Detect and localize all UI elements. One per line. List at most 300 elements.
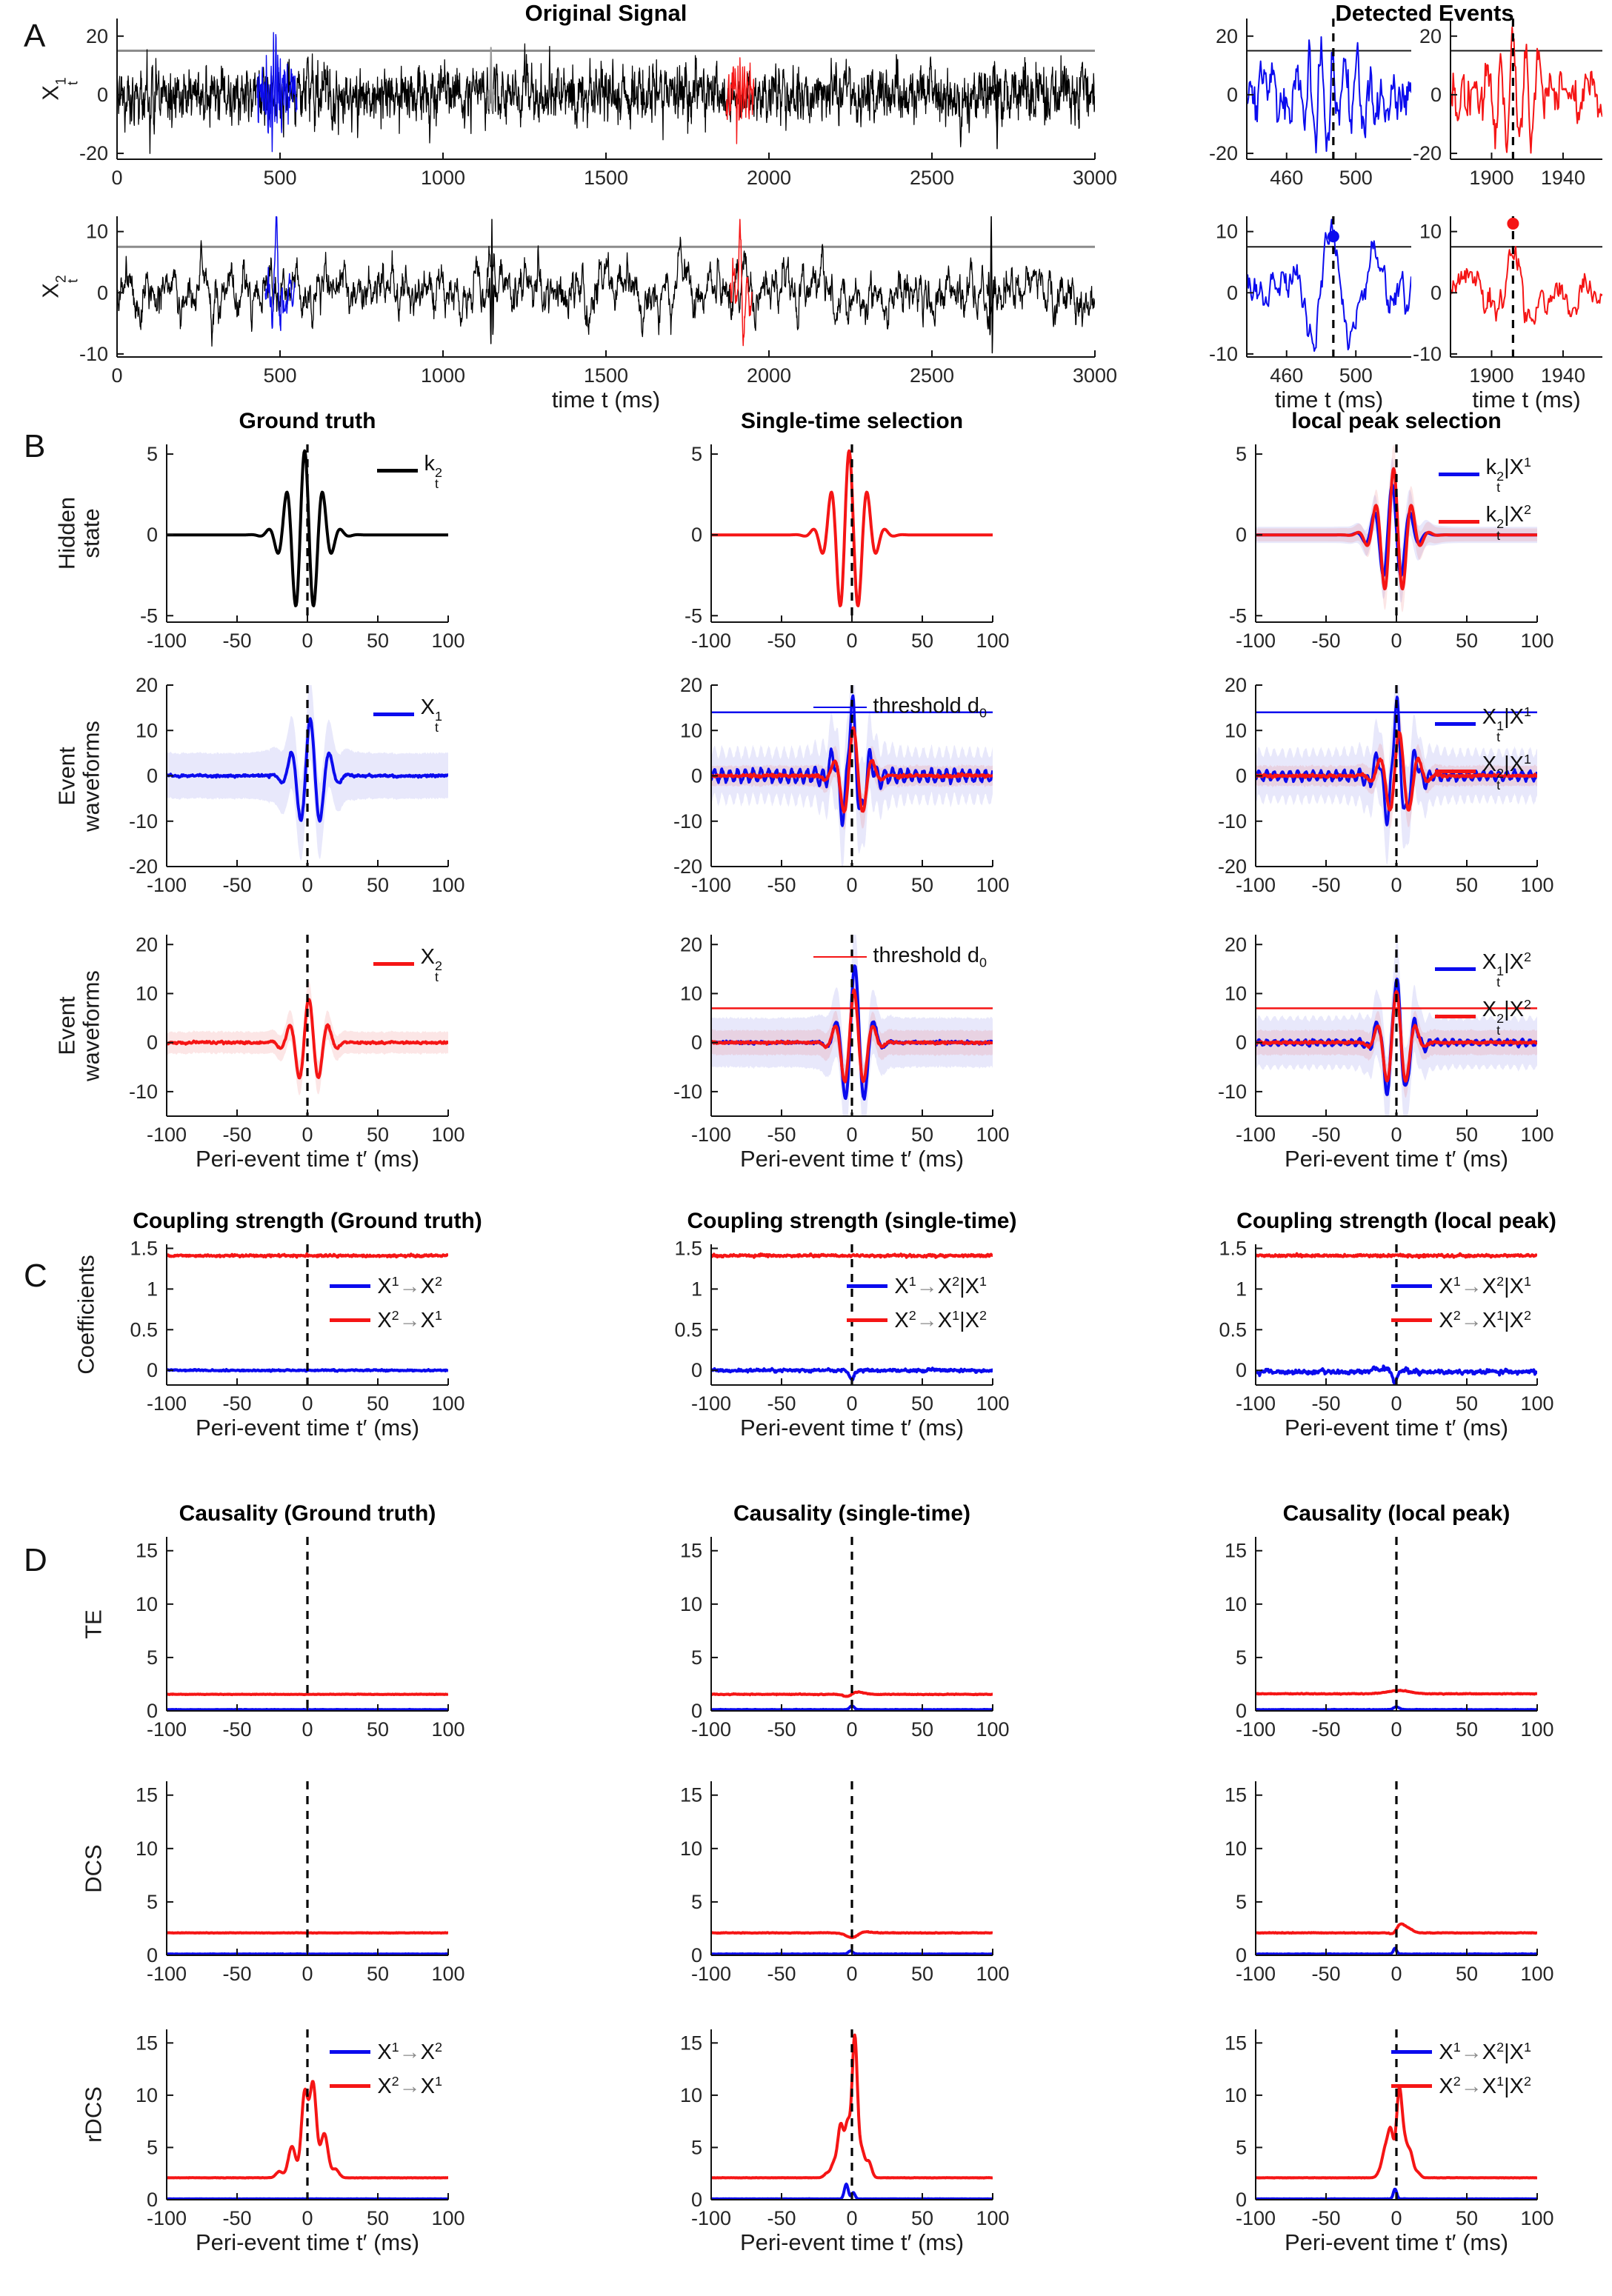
x-tick-label: 0 [846, 2207, 858, 2229]
y-tick-label: 10 [679, 719, 702, 742]
x-tick-label: 1940 [1540, 364, 1585, 387]
x-tick-label: 50 [366, 1392, 390, 1415]
legend [377, 452, 443, 490]
x-tick-label: -100 [146, 1124, 187, 1146]
y-tick-label: 1 [690, 1278, 702, 1301]
x-tick-label: 0 [111, 167, 123, 189]
x-tick-label: 100 [1520, 1124, 1554, 1146]
x-tick-label: -50 [222, 874, 252, 896]
y-axis-label: Event waveforms [53, 970, 104, 1081]
x-tick-label: 0 [1390, 1963, 1402, 1985]
x-tick-label: 50 [910, 2207, 934, 2229]
legend-entry [373, 945, 442, 984]
y-tick-label: 0.5 [1219, 1318, 1247, 1341]
x-tick-label: -50 [222, 2207, 252, 2229]
x-tick-label: 100 [431, 1124, 465, 1146]
x-tick-label: -50 [767, 630, 796, 652]
y-tick-label: 0 [690, 2189, 702, 2211]
y-tick-label: 0 [1430, 281, 1442, 304]
y-tick-label: -10 [1208, 342, 1238, 365]
series-line-1 [488, 219, 496, 344]
x-tick-label: 0 [846, 630, 858, 652]
legend-label: threshold $d_0$ [873, 944, 987, 970]
y-axis-label: DCS [80, 1843, 107, 1893]
y-tick-label: 1 [1235, 1278, 1247, 1301]
legend-label: X 2 t $|X^1$ [1482, 752, 1531, 792]
x-tick-label: 100 [1520, 630, 1554, 652]
x-tick-label: -100 [1235, 874, 1276, 896]
y-tick-label: 0 [146, 1359, 158, 1382]
x-tick-label: 50 [366, 874, 390, 896]
subplot-b23 [1217, 674, 1554, 896]
x-tick-label: -50 [1311, 1963, 1341, 1985]
subplot-b22 [673, 674, 1010, 896]
legend-label: k 2 t [424, 452, 442, 492]
legend [330, 1274, 442, 1333]
subplot-a-sig1 [37, 19, 1118, 189]
x-tick-label: 50 [910, 1718, 934, 1741]
y-tick-label: 15 [135, 2032, 158, 2055]
x-tick-label: 2000 [746, 364, 792, 387]
legend-label: X 2 t $|X^2$ [1482, 997, 1531, 1038]
subplot-title: Single-time selection [740, 409, 964, 433]
legend-entry [330, 1274, 442, 1299]
y-tick-label: 20 [1224, 933, 1247, 956]
plot-area-d11 [135, 1537, 465, 1741]
x-tick-label: 3000 [1072, 364, 1118, 387]
x-tick-label: 0 [846, 1124, 858, 1146]
series-line-4 [726, 58, 754, 144]
legend-label: $X^1\to X^2|X^1$ [1439, 1274, 1531, 1298]
x-tick-label: -100 [146, 874, 187, 896]
legend-entry [813, 944, 987, 970]
x-tick-label: 500 [1339, 167, 1373, 189]
x-tick-label: -100 [1235, 630, 1276, 652]
plot-area-d23 [1224, 1781, 1554, 1985]
x-tick-label: -50 [1311, 1718, 1341, 1741]
x-tick-label: 50 [1455, 874, 1479, 896]
x-tick-label: -100 [690, 1392, 732, 1415]
x-tick-label: -50 [222, 1963, 252, 1985]
legend-line-sample [813, 707, 867, 709]
subplot-c3 [1219, 1209, 1556, 1441]
legend [373, 695, 442, 734]
y-tick-label: 0 [1235, 1944, 1247, 1966]
x-tick-label: 0 [1390, 1392, 1402, 1415]
x-tick-label: -50 [1311, 1124, 1341, 1146]
y-tick-label: 0 [146, 764, 158, 787]
x-tick-label: 500 [263, 167, 297, 189]
y-tick-label: 5 [1235, 2136, 1247, 2159]
x-axis-label: Peri-event time t′ (ms) [739, 1146, 965, 1172]
y-tick-label: 0 [1226, 281, 1238, 304]
x-tick-label: -50 [1311, 874, 1341, 896]
x-tick-label: -50 [1311, 2207, 1341, 2229]
y-tick-label: -20 [128, 855, 158, 878]
x-tick-label: 500 [263, 364, 297, 387]
legend-entry [1435, 704, 1531, 743]
y-tick-label: 5 [1235, 1890, 1247, 1913]
y-tick-label: 10 [135, 1592, 158, 1615]
y-tick-label: 0 [690, 1359, 702, 1382]
x-tick-label: 1500 [583, 167, 629, 189]
legend-line-sample [1391, 2050, 1432, 2054]
y-tick-label: 5 [146, 443, 158, 466]
y-tick-label: 0 [1226, 83, 1238, 106]
legend [813, 944, 987, 970]
x-tick-label: -50 [767, 1392, 796, 1415]
y-tick-label: -10 [128, 810, 158, 832]
legend-label: $X^2\to X^1|X^2$ [894, 1307, 987, 1332]
legend-line-sample [373, 962, 414, 966]
legend-line-sample [1439, 473, 1479, 476]
plot-area-d32 [679, 2029, 1010, 2229]
x-tick-label: 0 [1390, 1718, 1402, 1741]
y-tick-label: 5 [690, 1646, 702, 1669]
legend-line-sample [330, 1318, 370, 1322]
x-tick-label: 500 [1339, 364, 1373, 387]
y-tick-label: 10 [679, 982, 702, 1005]
plot-area-d12 [679, 1537, 1010, 1741]
subplot-d11 [80, 1501, 465, 1741]
x-tick-label: 460 [1270, 167, 1304, 189]
x-axis-label: Peri-event time t′ (ms) [195, 1415, 420, 1441]
y-tick-label: 20 [1215, 24, 1238, 47]
y-tick-label: 10 [135, 982, 158, 1005]
y-tick-label: 15 [1224, 1783, 1247, 1806]
x-tick-label: 50 [910, 1124, 934, 1146]
plot-area-a-ev-11 [1208, 19, 1411, 189]
y-axis-label: rDCS [80, 2086, 107, 2143]
x-tick-label: -50 [222, 630, 252, 652]
y-axis-label: X 2 t [37, 275, 81, 298]
x-axis-label: Peri-event time t′ (ms) [1284, 1415, 1509, 1441]
x-axis-label: time t (ms) [1274, 387, 1384, 413]
legend-entry [1435, 997, 1531, 1038]
y-tick-label: 10 [135, 719, 158, 742]
series-line-2 [987, 215, 996, 353]
legend [373, 945, 442, 984]
legend [847, 1274, 987, 1333]
x-axis-label: time t (ms) [1472, 387, 1581, 413]
x-tick-label: -100 [1235, 1963, 1276, 1985]
x-tick-label: 50 [1455, 1392, 1479, 1415]
y-tick-label: 20 [679, 933, 702, 956]
y-tick-label: 20 [1419, 24, 1442, 47]
y-tick-label: 0.5 [674, 1318, 702, 1341]
x-tick-label: 0 [846, 1392, 858, 1415]
legend-line-sample [1439, 520, 1479, 524]
legend-line-sample [1391, 2084, 1432, 2088]
legend-label: k 2 t $|X^2$ [1485, 502, 1531, 543]
x-tick-label: -50 [1311, 1392, 1341, 1415]
x-tick-label: -50 [767, 1124, 796, 1146]
x-tick-label: -100 [1235, 1392, 1276, 1415]
y-tick-label: -10 [1412, 342, 1442, 365]
y-tick-label: 20 [135, 674, 158, 696]
y-tick-label: 5 [146, 1646, 158, 1669]
x-axis-label: Peri-event time t′ (ms) [1284, 1146, 1509, 1172]
legend-label: threshold $d_0$ [873, 694, 987, 721]
legend [1391, 2040, 1531, 2099]
subplot-d32 [679, 2029, 1010, 2255]
y-tick-label: 10 [1224, 982, 1247, 1005]
y-tick-label: 10 [1224, 1837, 1247, 1860]
y-tick-label: 15 [135, 1539, 158, 1562]
legend-entry [1391, 2040, 1531, 2065]
y-tick-label: 10 [135, 1837, 158, 1860]
y-tick-label: 0 [1235, 1700, 1247, 1722]
x-tick-label: 0 [1390, 1124, 1402, 1146]
legend-line-sample [377, 469, 418, 473]
y-tick-label: 0 [146, 1700, 158, 1722]
y-tick-label: 10 [679, 2083, 702, 2106]
x-tick-label: 100 [431, 2207, 465, 2229]
y-tick-label: 0 [96, 281, 108, 304]
subplot-title: local peak selection [1291, 409, 1502, 433]
y-tick-label: 15 [679, 1539, 702, 1562]
plot-area-b12 [684, 443, 1010, 652]
legend-line-sample [330, 2050, 370, 2054]
subplot-d12 [679, 1501, 1010, 1741]
x-tick-label: -100 [690, 1963, 732, 1985]
legend-label: $X^1\to X^2|X^1$ [894, 1274, 987, 1298]
legend-line-sample [1391, 1284, 1432, 1288]
subplot-title: Causality (single-time) [733, 1501, 971, 1526]
y-tick-label: 0 [146, 524, 158, 547]
legend-entry [373, 695, 442, 734]
legend-entry [1391, 1274, 1531, 1299]
subplot-a-sig2 [37, 216, 1118, 413]
y-axis-label: TE [80, 1609, 107, 1639]
legend-line-sample [330, 2084, 370, 2088]
x-tick-label: 100 [431, 874, 465, 896]
y-tick-label: 15 [679, 1783, 702, 1806]
x-tick-label: 0 [302, 1963, 313, 1985]
subplot-title: Causality (local peak) [1282, 1501, 1511, 1526]
x-tick-label: -100 [1235, 1718, 1276, 1741]
x-tick-label: 0 [1390, 874, 1402, 896]
subplot-a-ev-11 [1208, 19, 1411, 189]
y-axis-label: Event waveforms [53, 720, 104, 832]
x-tick-label: -50 [767, 2207, 796, 2229]
panel-label-c: C [24, 1258, 47, 1294]
x-tick-label: 50 [1455, 1124, 1479, 1146]
legend-label: $X^1\to X^2|X^1$ [1439, 2040, 1531, 2064]
x-tick-label: -50 [1311, 630, 1341, 652]
x-tick-label: 0 [302, 1718, 313, 1741]
y-tick-label: 0 [1235, 764, 1247, 787]
x-tick-label: 100 [976, 630, 1010, 652]
x-tick-label: 100 [431, 1718, 465, 1741]
y-tick-label: 0 [146, 1944, 158, 1966]
legend-entry [847, 1274, 987, 1299]
x-tick-label: 0 [302, 2207, 313, 2229]
subplot-d22 [679, 1781, 1010, 1985]
figure-title-original-signal: Original Signal [524, 0, 687, 26]
y-tick-label: 0 [1235, 1359, 1247, 1382]
y-tick-label: 0 [690, 1031, 702, 1054]
x-tick-label: 50 [910, 630, 934, 652]
y-tick-label: -20 [1412, 142, 1442, 165]
y-tick-label: 20 [679, 674, 702, 696]
subplot-b13 [1228, 409, 1554, 652]
x-tick-label: 2500 [909, 364, 955, 387]
x-tick-label: -50 [222, 1392, 252, 1415]
x-tick-label: -100 [146, 1963, 187, 1985]
legend-entry [1391, 1308, 1531, 1333]
subplot-d13 [1224, 1501, 1554, 1741]
series-line-0 [1256, 1254, 1537, 1258]
y-tick-label: 10 [1215, 220, 1238, 243]
y-tick-label: 5 [690, 1890, 702, 1913]
x-tick-label: 2500 [909, 167, 955, 189]
plot-area-d13 [1224, 1537, 1554, 1741]
y-tick-label: 5 [1235, 443, 1247, 466]
y-axis-label: X 1 t [37, 77, 81, 101]
series-line-0 [117, 237, 1095, 346]
subplot-d31 [80, 2029, 465, 2255]
figure-title-detected-events: Detected Events [1335, 0, 1514, 26]
y-axis-label: Coefficients [73, 1255, 99, 1375]
x-tick-label: 0 [302, 1124, 313, 1146]
x-tick-label: 3000 [1072, 167, 1118, 189]
y-tick-label: 10 [1224, 1592, 1247, 1615]
x-tick-label: -100 [146, 1718, 187, 1741]
legend-entry [813, 694, 987, 721]
y-tick-label: 0 [1235, 1031, 1247, 1054]
legend-label: k 2 t $|X^1$ [1485, 455, 1531, 495]
x-axis-label: time t (ms) [551, 387, 661, 413]
y-tick-label: 0 [690, 524, 702, 547]
y-tick-label: 15 [135, 1783, 158, 1806]
y-tick-label: -20 [673, 855, 702, 878]
legend [1439, 455, 1531, 541]
legend-line-sample [1435, 770, 1476, 773]
subplot-c1 [73, 1209, 482, 1441]
subplot-a-ev-22 [1412, 216, 1602, 413]
x-tick-label: -100 [1235, 2207, 1276, 2229]
x-tick-label: 1500 [583, 364, 629, 387]
x-tick-label: 100 [976, 1124, 1010, 1146]
x-tick-label: 100 [1520, 1963, 1554, 1985]
x-tick-label: 2000 [746, 167, 792, 189]
x-tick-label: 50 [366, 1124, 390, 1146]
x-tick-label: 0 [302, 630, 313, 652]
x-tick-label: -100 [690, 1718, 732, 1741]
x-tick-label: 100 [976, 2207, 1010, 2229]
legend-label: $X^2\to X^1|X^2$ [1439, 1307, 1531, 1332]
x-tick-label: 0 [846, 1963, 858, 1985]
y-tick-label: 1.5 [130, 1237, 158, 1260]
x-tick-label: -100 [1235, 1124, 1276, 1146]
x-axis-label: Peri-event time t′ (ms) [1284, 2229, 1509, 2255]
y-tick-label: 0 [690, 1700, 702, 1722]
x-tick-label: 50 [366, 1718, 390, 1741]
y-tick-label: 0 [690, 764, 702, 787]
y-tick-label: 0 [690, 1944, 702, 1966]
subplot-b12 [684, 409, 1010, 652]
legend-line-sample [847, 1318, 887, 1322]
x-tick-label: 460 [1270, 364, 1304, 387]
subplot-title: Ground truth [239, 409, 376, 433]
y-tick-label: 15 [1224, 1539, 1247, 1562]
plot-area-d22 [679, 1781, 1010, 1985]
y-tick-label: -5 [139, 604, 158, 627]
subplot-b11 [53, 409, 465, 652]
y-tick-label: 10 [135, 2083, 158, 2106]
y-tick-label: 20 [135, 933, 158, 956]
x-tick-label: -100 [146, 1392, 187, 1415]
y-tick-label: 5 [146, 1890, 158, 1913]
y-tick-label: 10 [1224, 2083, 1247, 2106]
plot-area-a-ev-12 [1412, 19, 1602, 189]
y-tick-label: 20 [1224, 674, 1247, 696]
x-tick-label: 1000 [420, 167, 466, 189]
y-tick-label: 0 [1235, 524, 1247, 547]
x-tick-label: -50 [222, 1124, 252, 1146]
plot-area-d21 [135, 1781, 465, 1985]
event-peak-marker [1328, 230, 1339, 242]
legend [1391, 1274, 1531, 1333]
x-tick-label: 100 [431, 1963, 465, 1985]
x-tick-label: 1940 [1540, 167, 1585, 189]
y-tick-label: -10 [1217, 1080, 1247, 1103]
x-tick-label: -100 [690, 874, 732, 896]
y-tick-label: 10 [1419, 220, 1442, 243]
legend-entry [1435, 752, 1531, 790]
series-line-0 [711, 1254, 993, 1258]
y-tick-label: 5 [1235, 1646, 1247, 1669]
y-tick-label: 5 [690, 443, 702, 466]
x-tick-label: 100 [976, 1963, 1010, 1985]
x-tick-label: 50 [1455, 630, 1479, 652]
x-tick-label: 100 [1520, 1392, 1554, 1415]
x-tick-label: -100 [690, 1124, 732, 1146]
y-tick-label: -10 [128, 1080, 158, 1103]
y-tick-label: 10 [1224, 719, 1247, 742]
series-line-0 [167, 1694, 448, 1695]
x-axis-label: Peri-event time t′ (ms) [739, 1415, 965, 1441]
subplot-title: Coupling strength (single-time) [687, 1209, 1017, 1233]
y-tick-label: 0 [96, 83, 108, 106]
x-tick-label: -100 [690, 2207, 732, 2229]
x-tick-label: -50 [767, 874, 796, 896]
y-tick-label: 20 [85, 24, 108, 47]
x-tick-label: -50 [767, 1963, 796, 1985]
subplot-title: Causality (Ground truth) [179, 1501, 436, 1526]
x-tick-label: 100 [431, 1392, 465, 1415]
panel-label-d: D [24, 1542, 47, 1578]
x-tick-label: 50 [1455, 1963, 1479, 1985]
subplot-c2 [674, 1209, 1017, 1441]
x-tick-label: 50 [910, 874, 934, 896]
plot-area-a-sig1 [79, 19, 1118, 189]
legend-label: $X^1\to X^2$ [377, 2040, 442, 2064]
legend-entry [847, 1308, 987, 1333]
x-tick-label: 50 [366, 2207, 390, 2229]
series-line-0 [1451, 247, 1602, 324]
y-tick-label: -10 [673, 1080, 702, 1103]
subplot-b31 [53, 933, 465, 1172]
x-tick-label: 100 [976, 1392, 1010, 1415]
x-tick-label: 50 [1455, 2207, 1479, 2229]
legend-line-sample [373, 713, 414, 716]
x-tick-label: 50 [366, 1963, 390, 1985]
x-tick-label: -50 [767, 1718, 796, 1741]
y-tick-label: 15 [1224, 2032, 1247, 2055]
x-tick-label: 1900 [1469, 364, 1514, 387]
